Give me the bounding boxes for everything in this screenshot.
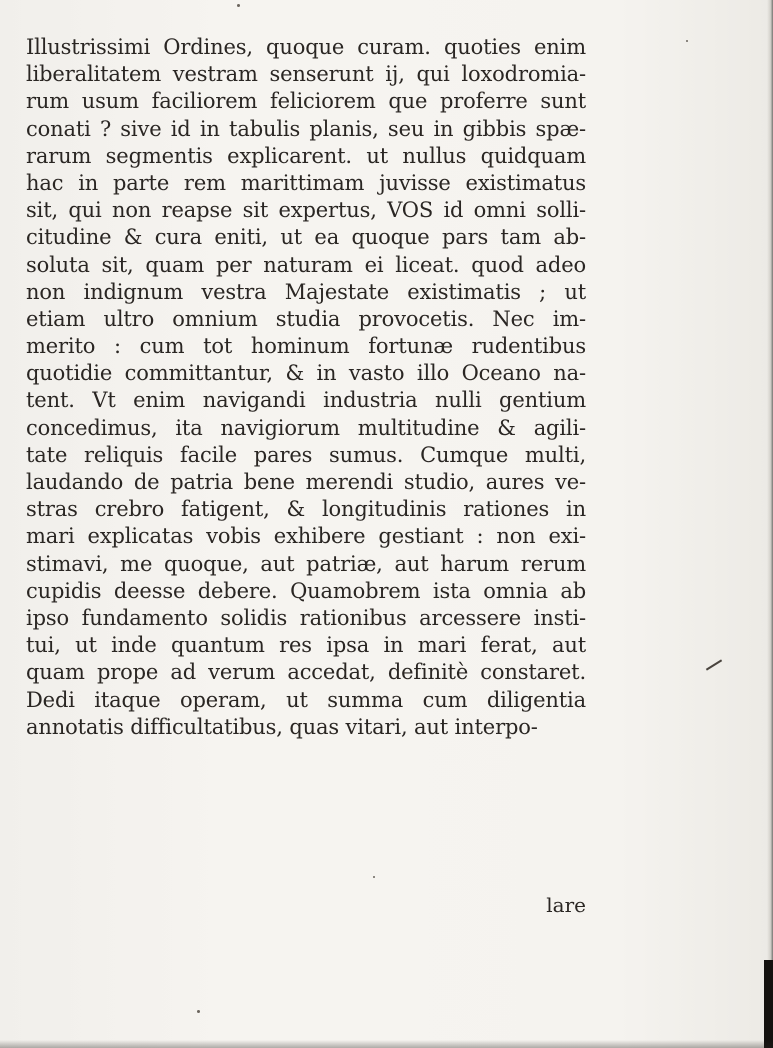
text-line-1: Illustrissimi Ordines, quoque curam. quoties enim [26,35,586,59]
text-line-25: Dedi itaque operam, ut summa cum diligentia [26,687,586,712]
text-line-10: non indignum vestra Majestate existimatis ; ut [26,279,586,304]
text-line-6: hac in parte rem marittimam juvisse existimatus [26,170,586,195]
ink-speck [373,876,375,878]
page-bottom-shadow [0,1040,773,1048]
text-line-17: laudando de patria bene merendi studio, aures ve- [26,470,586,494]
text-line-9: soluta sit, quam per naturam ei liceat. quod adeo [26,252,586,277]
text-line-19: mari explicatas vobis exhibere gestiant : non exi- [26,524,586,549]
text-line-20: stimavi, me quoque, aut patriæ, aut harum rerum [26,551,586,576]
text-line-5: rarum segmentis explicarent. ut nullus quidquam [26,143,586,168]
text-line-22: ipso fundamento solidis rationibus arcessere insti- [26,605,586,630]
text-line-4: conati ? sive id in tabulis planis, seu in gibbis spæ- [26,116,586,141]
text-line-14: tent. Vt enim navigandi industria nulli gentium [26,388,586,413]
text-line-8: citudine & cura eniti, ut ea quoque pars tam ab- [26,225,586,250]
text-line-11: etiam ultro omnium studia provocetis. Nec im- [26,306,586,331]
text-line-21: cupidis deesse debere. Quamobrem ista omnia ab [26,578,586,603]
text-line-7: sit, qui non reapse sit expertus, VOS id omni solli- [26,198,586,223]
page-edge-shadow [767,0,773,1048]
text-line-15: concedimus, ita navigiorum multitudine & agili- [26,415,586,440]
ink-stroke-mark [706,659,722,670]
text-line-16: tate reliquis facile pares sumus. Cumque multi, [26,442,586,467]
text-line-18: stras crebro fatigent, & longitudinis rationes in [26,497,586,522]
catchword: lare [546,893,586,917]
text-line-12: merito : cum tot hominum fortunæ rudentibus [26,334,586,359]
ink-speck [686,40,688,42]
body-text [26,34,586,741]
text-line-23: tui, ut inde quantum res ipsa in mari ferat, aut [26,633,586,658]
ink-speck [237,4,240,7]
page-edge-dark-corner [764,960,773,1048]
text-line-26: annotatis difficultatibus, quas vitari, aut interpo- [26,714,538,739]
text-line-2: liberalitatem vestram senserunt ij, qui loxodromia- [26,62,586,87]
ink-speck [197,1010,200,1013]
text-line-13: quotidie committantur, & in vasto illo Oceano na- [26,361,586,386]
text-line-24: quam prope ad verum accedat, definitè constaret. [26,660,586,685]
text-line-3: rum usum faciliorem feliciorem que proferre sunt [26,89,586,114]
